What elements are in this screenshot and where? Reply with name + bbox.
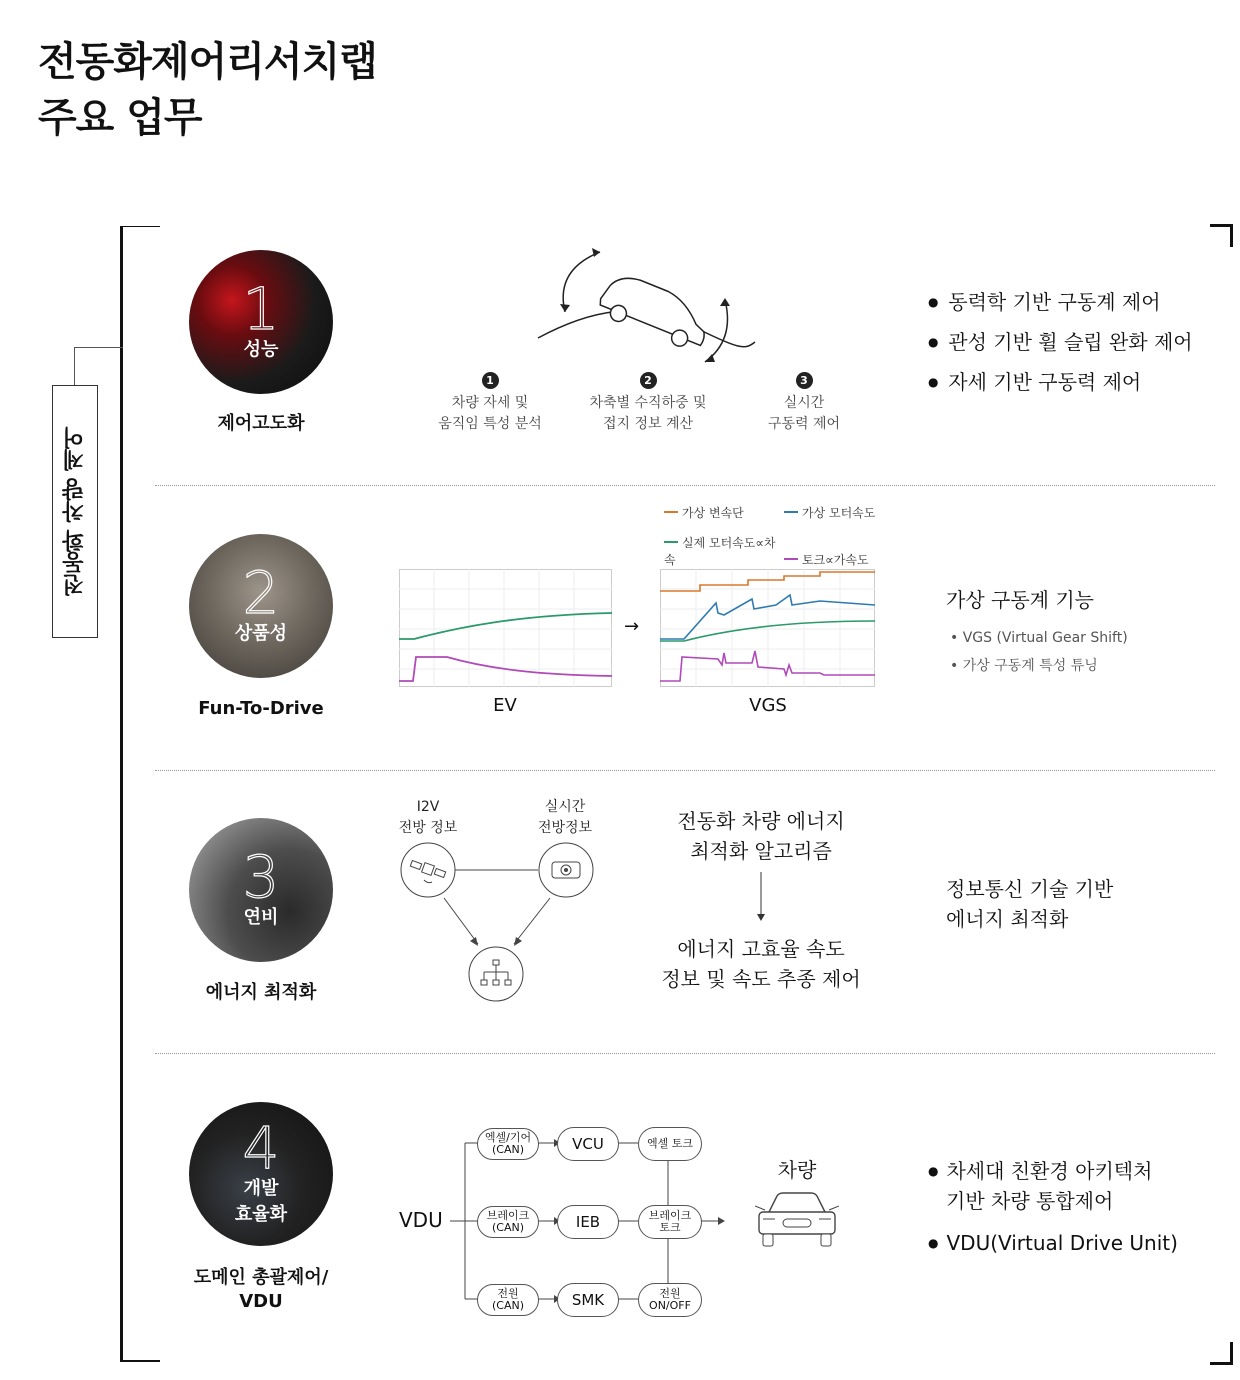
- pill-line: 엑셀/기어: [484, 1131, 532, 1144]
- text-line: 에너지 고효율 속도: [677, 937, 845, 961]
- sidebar-label: 전동화 차량 제어: [62, 426, 88, 597]
- badge-label-line1: 개발: [243, 1178, 279, 1199]
- speed-control-title: [641, 934, 881, 994]
- ieb-unit: IEB: [557, 1205, 619, 1239]
- section-divider: [155, 1053, 1215, 1054]
- information-network-diagram: [398, 840, 598, 1002]
- legend-item: [664, 504, 784, 521]
- node-label-line1: 실시간: [544, 799, 586, 815]
- left-bracket: [120, 226, 160, 1362]
- network-hub-icon: [469, 947, 523, 1001]
- bullet-line1: 차세대 친환경 아키텍처: [946, 1159, 1153, 1183]
- page-title: [38, 34, 377, 146]
- vehicle-label: 차량: [777, 1158, 817, 1182]
- bullet-item: ● VDU(Virtual Drive Unit): [928, 1231, 1178, 1255]
- ict-energy-title: [946, 874, 1113, 934]
- badge-label: 연비: [243, 907, 279, 928]
- feature-item: • 가상 구동계 특성 튜닝: [950, 658, 1098, 674]
- camera-sensor-icon: [539, 843, 593, 897]
- legend-item: [784, 506, 875, 520]
- step-2: [578, 372, 718, 435]
- badge-label-line2: 효율화: [234, 1204, 288, 1225]
- section-caption: 제어고도화: [217, 413, 305, 434]
- car-front-icon: [755, 1190, 839, 1250]
- step-text-line1: 차량 자세 및: [451, 395, 529, 411]
- integration-bullets: [928, 1156, 1178, 1258]
- section-caption: Fun-To-Drive: [198, 698, 324, 719]
- vdu-label: VDU: [399, 1208, 443, 1232]
- node-label-line2: 전방 정보: [398, 820, 458, 836]
- feature-item: • VGS (Virtual Gear Shift): [950, 630, 1128, 646]
- performance-badge: [189, 250, 333, 394]
- bullet-line1: VDU(Virtual Drive Unit): [946, 1231, 1178, 1255]
- product-value-badge: [189, 534, 333, 678]
- bullet-continuation: 기반 차량 통합제어: [946, 1189, 1114, 1213]
- chart-legend: [664, 504, 894, 567]
- energy-algorithm-title: [641, 806, 881, 866]
- performance-bullets: [928, 282, 1193, 402]
- pill-line: (CAN): [491, 1221, 525, 1234]
- step-text-line2: 움직임 특성 분석: [438, 416, 542, 432]
- bullet-item: ● 동력학 기반 구동계 제어: [928, 282, 1193, 322]
- fuel-economy-badge: [189, 818, 333, 962]
- text-line: 정보통신 기술 기반: [946, 877, 1114, 901]
- bullet-item: ● 자세 기반 구동력 제어: [928, 362, 1193, 402]
- step-text-line2: 구동력 제어: [767, 416, 841, 432]
- node-label-i2v: [378, 797, 478, 839]
- dev-efficiency-badge: [189, 1102, 333, 1246]
- down-arrow-icon: [756, 872, 766, 922]
- virtual-powertrain-items: [950, 624, 1128, 680]
- arrow-icon: →: [624, 616, 640, 637]
- legend-label: 실제 모터속도∝차속: [664, 536, 776, 567]
- step-number: 1: [482, 372, 499, 389]
- bracket-connector: [74, 347, 123, 386]
- step-1: [430, 372, 550, 435]
- step-number: 2: [640, 372, 657, 389]
- text-line: 전동화 차량 에너지: [677, 809, 845, 833]
- vgs-chart: [660, 569, 875, 687]
- section-divider: [155, 485, 1215, 486]
- caption-line2: VDU: [239, 1291, 283, 1312]
- output-pill: [638, 1127, 702, 1161]
- legend-label: 토크∝가속도: [802, 553, 869, 567]
- bullet-item: ● 차세대 친환경 아키텍처: [928, 1159, 1153, 1183]
- badge-label: 상품성: [234, 623, 288, 644]
- pill-line: ON/OFF: [649, 1299, 691, 1312]
- virtual-powertrain-title: 가상 구동계 기능: [946, 588, 1094, 612]
- output-pill: [638, 1283, 702, 1317]
- step-number: 3: [796, 372, 813, 389]
- ev-chart: [399, 569, 612, 687]
- text-line: 에너지 최적화: [946, 907, 1069, 931]
- section-divider: [155, 770, 1215, 771]
- section-caption: 에너지 최적화: [205, 982, 317, 1003]
- pill-line: 전원: [497, 1287, 519, 1300]
- legend-item: [664, 534, 784, 568]
- section-number: 1: [242, 275, 280, 343]
- node-label-line1: I2V: [416, 799, 440, 815]
- pill-line: 토크: [659, 1221, 681, 1234]
- bullet-item: ● 관성 기반 휠 슬립 완화 제어: [928, 322, 1193, 362]
- vehicle-dynamics-icon: [530, 240, 770, 365]
- page-title-line1: 전동화제어리서치랩: [38, 39, 377, 85]
- node-label-realtime: [515, 797, 615, 839]
- section-caption: [161, 1266, 361, 1314]
- vcu-unit: VCU: [557, 1127, 619, 1161]
- input-pill: [477, 1284, 539, 1316]
- pill-line: (CAN): [491, 1143, 525, 1156]
- corner-top-right: [1210, 224, 1233, 247]
- step-3: [754, 372, 854, 435]
- satellite-icon: [401, 843, 455, 897]
- legend-label: 가상 모터속도: [802, 506, 876, 520]
- node-label-line2: 전방정보: [537, 820, 593, 836]
- pill-line: (CAN): [491, 1299, 525, 1312]
- pill-line: 전원: [659, 1287, 681, 1300]
- step-text-line1: 실시간: [783, 395, 825, 411]
- pill-line: 브레이크: [648, 1209, 692, 1222]
- section-number: 2: [242, 559, 280, 627]
- page-title-line2: 주요 업무: [38, 95, 202, 141]
- corner-bottom-right: [1210, 1342, 1233, 1365]
- ev-chart-label: EV: [493, 695, 517, 716]
- output-pill: [638, 1205, 702, 1239]
- caption-line1: 도메인 총괄제어/: [193, 1267, 329, 1288]
- step-text-line1: 차축별 수직하중 및: [589, 395, 707, 411]
- badge-label: 성능: [243, 339, 279, 360]
- text-line: 최적화 알고리즘: [690, 839, 832, 863]
- pill-line: 브레이크: [486, 1209, 530, 1222]
- legend-item: [784, 553, 869, 567]
- pill-line: 엑셀 토크: [646, 1137, 693, 1150]
- vgs-chart-label: VGS: [749, 695, 787, 716]
- section-number: 4: [242, 1114, 280, 1182]
- input-pill: [477, 1206, 539, 1238]
- section-number: 3: [242, 843, 280, 911]
- text-line: 정보 및 속도 추종 제어: [661, 967, 861, 991]
- smk-unit: SMK: [557, 1283, 619, 1317]
- step-text-line2: 접지 정보 계산: [602, 416, 694, 432]
- legend-label: 가상 변속단: [682, 506, 744, 520]
- input-pill: [477, 1128, 539, 1160]
